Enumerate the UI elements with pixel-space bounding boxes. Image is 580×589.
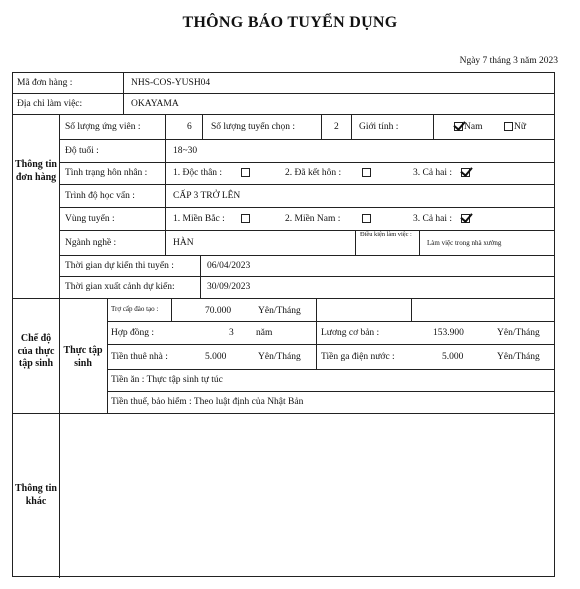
col-divider	[107, 298, 108, 413]
marital-label: Tình trạng hôn nhân :	[65, 168, 148, 178]
row-divider	[59, 276, 554, 277]
gender-male-checkbox[interactable]	[454, 122, 463, 131]
col-divider	[165, 114, 166, 139]
region-option-2: 2. Miền Nam :	[285, 214, 341, 224]
order-info-section-label: Thông tin đơn hàng	[15, 159, 57, 183]
age-value: 18~30	[173, 146, 198, 156]
row-divider	[59, 255, 554, 256]
utilities-value: 5.000	[442, 352, 464, 362]
applicants-label: Số lượng ứng viên :	[65, 122, 141, 132]
marital-option-1: 1. Độc thân :	[173, 168, 223, 178]
region-option-1: 1. Miền Bắc :	[173, 214, 225, 224]
selected-label: Số lượng tuyển chọn :	[211, 122, 296, 132]
contract-value: 3	[229, 328, 234, 338]
tax-note: Tiền thuế, bảo hiểm : Theo luật định của Nhật Bản	[111, 397, 304, 407]
age-label: Độ tuổi :	[65, 146, 99, 156]
trainee-section-label: Chế độ của thực tập sinh	[17, 333, 55, 369]
region-north-checkbox[interactable]	[241, 214, 250, 223]
marital-option-2: 2. Đã kết hôn :	[285, 168, 342, 178]
other-info-section-label: Thông tin khác	[15, 483, 57, 507]
order-code-label: Mã đơn hàng :	[17, 78, 73, 88]
region-option-3: 3. Cả hai :	[413, 214, 453, 224]
contract-label: Hợp đồng :	[111, 328, 155, 338]
rent-unit: Yên/Tháng	[258, 352, 301, 362]
industry-label: Ngành nghề :	[65, 238, 117, 248]
utilities-unit: Yên/Tháng	[497, 352, 540, 362]
row-divider	[107, 369, 554, 370]
section-divider	[13, 298, 554, 299]
row-divider	[13, 114, 554, 115]
row-divider	[107, 391, 554, 392]
order-code-value: NHS-COS-YUSH04	[131, 78, 211, 88]
row-divider	[59, 230, 554, 231]
gender-label: Giới tính :	[359, 122, 399, 132]
training-allowance-label: Trợ cấp đào tạo :	[111, 305, 159, 313]
trainee-sub-label: Thực tập sinh	[63, 345, 103, 369]
base-salary-unit: Yên/Tháng	[497, 328, 540, 338]
marital-married-checkbox[interactable]	[362, 168, 371, 177]
date-line: Ngày 7 tháng 3 năm 2023	[459, 56, 558, 66]
gender-male-label: Nam	[464, 122, 483, 132]
work-condition-value: Làm việc trong nhà xưởng	[427, 239, 502, 247]
education-label: Trình độ học vấn :	[65, 191, 135, 201]
col-divider	[171, 298, 172, 321]
rent-label: Tiền thuê nhà :	[111, 352, 168, 362]
section-label-divider	[59, 114, 60, 578]
col-divider	[433, 114, 434, 139]
departure-date-label: Thời gian xuất cảnh dự kiến:	[65, 282, 175, 292]
utilities-label: Tiền ga điện nước :	[321, 352, 395, 362]
marital-single-checkbox[interactable]	[241, 168, 250, 177]
base-salary-value: 153.900	[433, 328, 464, 338]
work-place-label: Địa chỉ làm việc:	[17, 99, 83, 109]
gender-female-label: Nữ	[514, 122, 527, 132]
row-divider	[59, 184, 554, 185]
rent-value: 5.000	[205, 352, 227, 362]
education-value: CẤP 3 TRỞ LÊN	[173, 191, 241, 201]
exam-date-value: 06/04/2023	[207, 261, 251, 271]
gender-female-checkbox[interactable]	[504, 122, 513, 131]
meals-note: Tiền ăn : Thực tập sinh tự túc	[111, 375, 223, 385]
col-divider	[419, 230, 420, 255]
row-divider	[107, 321, 554, 322]
row-divider	[13, 93, 554, 94]
col-divider	[200, 255, 201, 298]
col-divider	[321, 114, 322, 139]
col-divider	[316, 298, 317, 321]
row-divider	[107, 344, 554, 345]
region-both-checkbox[interactable]	[461, 214, 470, 223]
training-allowance-value: 70.000	[205, 306, 232, 316]
row-divider	[59, 207, 554, 208]
col-divider	[165, 139, 166, 255]
selected-value: 2	[334, 122, 339, 132]
applicants-value: 6	[187, 122, 192, 132]
col-divider	[123, 73, 124, 114]
row-divider	[59, 162, 554, 163]
base-salary-label: Lương cơ bản :	[321, 328, 380, 338]
recruitment-form	[12, 72, 555, 577]
industry-value: HÀN	[173, 238, 194, 248]
region-label: Vùng tuyển :	[65, 214, 115, 224]
region-south-checkbox[interactable]	[362, 214, 371, 223]
departure-date-value: 30/09/2023	[207, 282, 251, 292]
col-divider	[202, 114, 203, 139]
page-title: THÔNG BÁO TUYỂN DỤNG	[182, 14, 398, 31]
row-divider	[59, 139, 554, 140]
col-divider	[411, 298, 412, 321]
work-place-value: OKAYAMA	[131, 99, 179, 109]
marital-option-3: 3. Cả hai :	[413, 168, 453, 178]
training-allowance-unit: Yên/Tháng	[258, 306, 301, 316]
work-condition-label: Điều kiện làm việc :	[360, 231, 412, 238]
col-divider	[355, 230, 356, 255]
exam-date-label: Thời gian dự kiến thi tuyển :	[65, 261, 174, 271]
contract-unit: năm	[256, 328, 273, 338]
section-divider	[13, 413, 554, 414]
marital-both-checkbox[interactable]	[461, 168, 470, 177]
col-divider	[316, 321, 317, 369]
col-divider	[351, 114, 352, 139]
